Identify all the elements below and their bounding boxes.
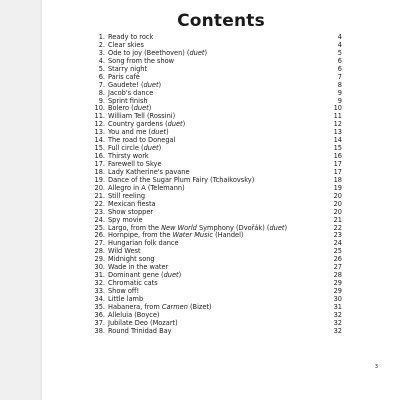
entry-number: 13. [94, 128, 105, 137]
entry-page: 20 [333, 207, 342, 216]
entry-page: 4 [337, 33, 342, 41]
entry-page: 13 [333, 128, 342, 137]
entry-number: 29. [94, 255, 105, 264]
entry-page: 6 [337, 64, 342, 73]
entry-number: 24. [94, 215, 105, 224]
entry-title: William Tell (Rossini) [108, 112, 176, 121]
entry-number: 35. [94, 302, 105, 311]
entry-title: Ode to joy (Beethoven) (duet) [108, 48, 208, 57]
entry-title: Lady Katherine's pavane [108, 167, 190, 176]
entry-page: 29 [333, 287, 342, 295]
entry-title: Paris café [108, 72, 140, 81]
entry-page: 11 [333, 112, 342, 121]
entry-number: 33. [94, 287, 105, 295]
entry-page: 23 [333, 231, 342, 240]
entry-page: 26 [333, 255, 342, 264]
entry-title: Full circle (duet) [108, 144, 162, 153]
entry-page: 14 [333, 136, 342, 145]
entry-page: 31 [333, 302, 342, 311]
entry-number: 6. [98, 72, 105, 81]
entry-title: You and me (duet) [108, 128, 169, 137]
entry-number: 19. [94, 175, 105, 184]
entry-title: Starry night [108, 64, 148, 73]
entry-number: 27. [94, 239, 105, 248]
entry-title: Song from the show [108, 56, 175, 65]
document-page [42, 0, 400, 400]
entry-page: 10 [333, 104, 342, 113]
entry-title: Round Trinidad Bay [108, 326, 172, 335]
entry-number: 17. [94, 160, 105, 168]
entry-page: 5 [337, 48, 342, 57]
entry-page: 29 [333, 279, 342, 288]
entry-page: 22 [333, 223, 342, 232]
entry-title: Country gardens (duet) [108, 120, 186, 129]
entry-number: 16. [94, 152, 105, 161]
entry-page: 19 [333, 183, 342, 192]
entry-number: 15. [94, 144, 105, 153]
entry-number: 37. [94, 318, 105, 327]
entry-page: 8 [337, 80, 342, 89]
entry-number: 25. [94, 223, 105, 232]
entry-page: 4 [337, 40, 342, 49]
entry-number: 8. [98, 88, 105, 97]
entry-page: 9 [337, 88, 342, 97]
entry-number: 23. [94, 207, 105, 216]
entry-page: 7 [337, 72, 342, 81]
entry-title: Sprint finish [108, 96, 148, 105]
entry-title: Show stopper [108, 207, 154, 216]
entry-title: Dominant gene (duet) [108, 271, 182, 280]
entry-page: 24 [333, 239, 342, 248]
entry-page: 25 [333, 247, 342, 256]
entry-number: 36. [94, 310, 105, 319]
entry-page: 17 [333, 160, 342, 168]
entry-title: Ready to rock [108, 33, 154, 41]
entry-title: Alleluia (Boyce) [108, 310, 160, 319]
entry-title: Still reeling [108, 191, 146, 200]
entry-page: 32 [333, 310, 342, 319]
entry-title: Thirsty work [108, 152, 149, 161]
entry-title: Gaudete! (duet) [108, 80, 162, 89]
entry-title: Hungarian folk dance [108, 239, 179, 248]
entry-title: Jacob's dance [108, 88, 154, 97]
entry-page: 20 [333, 199, 342, 208]
entry-title: Largo, from the New World Symphony (Dvořák) (duet) [108, 223, 288, 232]
entry-number: 10. [94, 104, 105, 113]
entry-title: Mexican fiesta [108, 199, 156, 208]
entry-page: 32 [333, 326, 342, 335]
entry-page: 16 [333, 152, 342, 161]
entry-page: 20 [333, 191, 342, 200]
entry-number: 38. [94, 326, 105, 335]
entry-title: Hornpipe, from the Water Music (Handel) [108, 231, 244, 240]
entry-number: 28. [94, 247, 105, 256]
entry-number: 21. [94, 191, 105, 200]
contents-list [86, 34, 342, 336]
entry-title: Bolero (duet) [108, 104, 152, 113]
entry-title: Spy movie [108, 215, 143, 224]
entry-number: 7. [98, 80, 105, 89]
entry-page: 21 [333, 215, 342, 224]
entry-number: 31. [94, 271, 105, 280]
entry-number: 5. [98, 64, 105, 73]
entry-title: Allegro in A (Telemann) [108, 183, 185, 192]
entry-page: 12 [333, 120, 342, 129]
entry-page: 32 [333, 318, 342, 327]
entry-number: 30. [94, 263, 105, 272]
entry-page: 27 [333, 263, 342, 272]
entry-number: 12. [94, 120, 105, 129]
entry-title: The road to Donegal [108, 136, 176, 145]
entry-title: Show off! [108, 287, 140, 295]
entry-title: Habanera, from Carmen (Bizet) [108, 302, 212, 311]
entry-page: 18 [333, 175, 342, 184]
entry-title: Wade in the water [108, 263, 169, 272]
entry-page: 28 [333, 271, 342, 280]
entry-number: 14. [94, 136, 105, 145]
entry-number: 9. [98, 96, 105, 105]
entry-number: 1. [98, 33, 105, 41]
entry-number: 20. [94, 183, 105, 192]
entry-number: 22. [94, 199, 105, 208]
entry-page: 9 [337, 96, 342, 105]
entry-page: 30 [333, 294, 342, 303]
entry-title: Dance of the Sugar Plum Fairy (Tchaikovsky) [108, 175, 255, 184]
entry-title: Clear skies [108, 40, 144, 49]
entry-page: 6 [337, 56, 342, 65]
entry-number: 2. [98, 40, 105, 49]
entry-number: 11. [94, 112, 105, 121]
entry-title: Wild West [108, 247, 141, 256]
entry-title: Little lamb [108, 294, 144, 303]
page-title: Contents [177, 11, 265, 31]
entry-page: 15 [333, 144, 342, 153]
entry-number: 18. [94, 167, 105, 176]
entry-page: 17 [333, 167, 342, 176]
contents-entry [86, 328, 342, 336]
entry-number: 32. [94, 279, 105, 288]
page-number: 3 [374, 364, 378, 370]
entry-title: Midnight song [108, 255, 155, 264]
entry-number: 26. [94, 231, 105, 240]
entry-number: 3. [98, 48, 105, 57]
entry-number: 34. [94, 294, 105, 303]
entry-title: Farewell to Skye [108, 160, 162, 168]
entry-title: Chromatic cats [108, 279, 158, 288]
entry-number: 4. [98, 56, 105, 65]
entry-title: Jubilate Deo (Mozart) [108, 318, 178, 327]
